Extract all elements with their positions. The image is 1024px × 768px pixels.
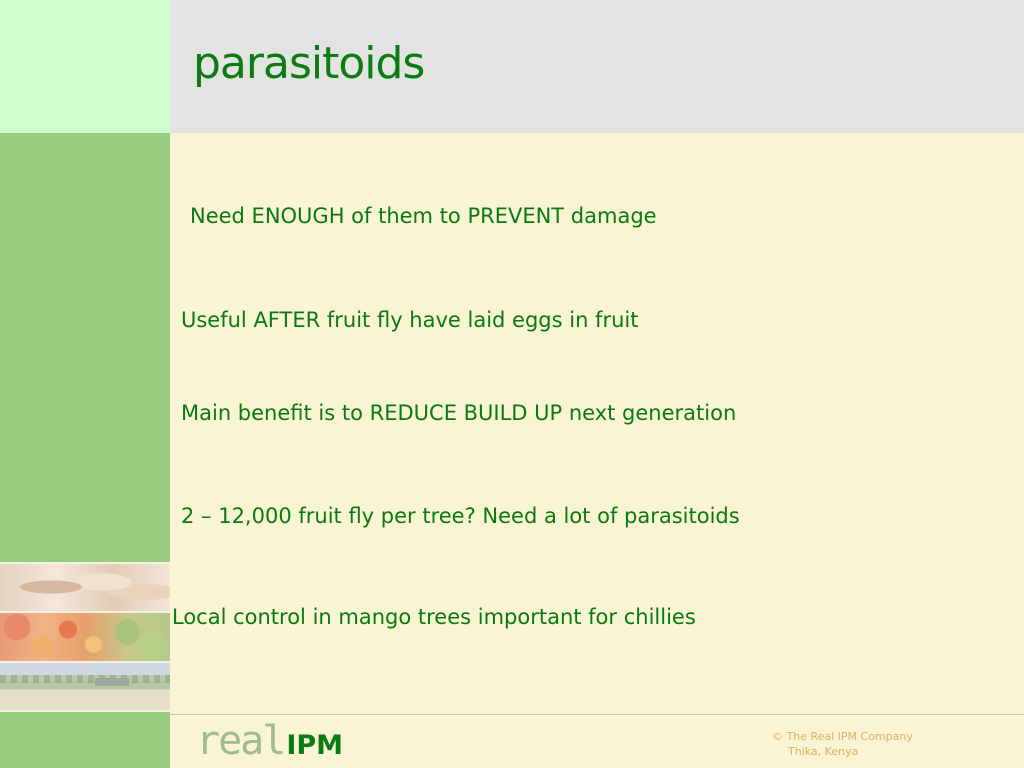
bullet-text: Need ENOUGH of them to PREVENT damage — [190, 204, 657, 228]
logo-ipm-text: IPM — [286, 730, 344, 761]
copyright-notice — [772, 729, 913, 759]
farm-house — [95, 678, 129, 686]
farm-landscape-photo — [0, 662, 170, 712]
left-top-panel — [0, 0, 170, 133]
copyright-line-1: © The Real IPM Company — [772, 730, 913, 743]
bullet-text: Local control in mango trees important for chillies — [172, 605, 696, 629]
bullet-text: Useful AFTER fruit fly have laid eggs in fruit — [181, 308, 639, 332]
bullet-text: Main benefit is to REDUCE BUILD UP next generation — [181, 401, 737, 425]
decorative-photo-strip — [0, 562, 170, 712]
copyright-line-2: Thika, Kenya — [788, 745, 859, 758]
peppers-photo — [0, 612, 170, 662]
slide-title: parasitoids — [193, 38, 425, 89]
bullet-text: 2 – 12,000 fruit fly per tree? Need a lot of parasitoids — [181, 504, 740, 528]
roses-photo — [0, 562, 170, 612]
real-ipm-logo — [196, 718, 343, 762]
photo-divider — [0, 661, 170, 663]
tree-line — [0, 675, 170, 683]
logo-real-text: real — [196, 718, 285, 764]
footer-divider — [170, 714, 1024, 715]
photo-divider — [0, 611, 170, 613]
